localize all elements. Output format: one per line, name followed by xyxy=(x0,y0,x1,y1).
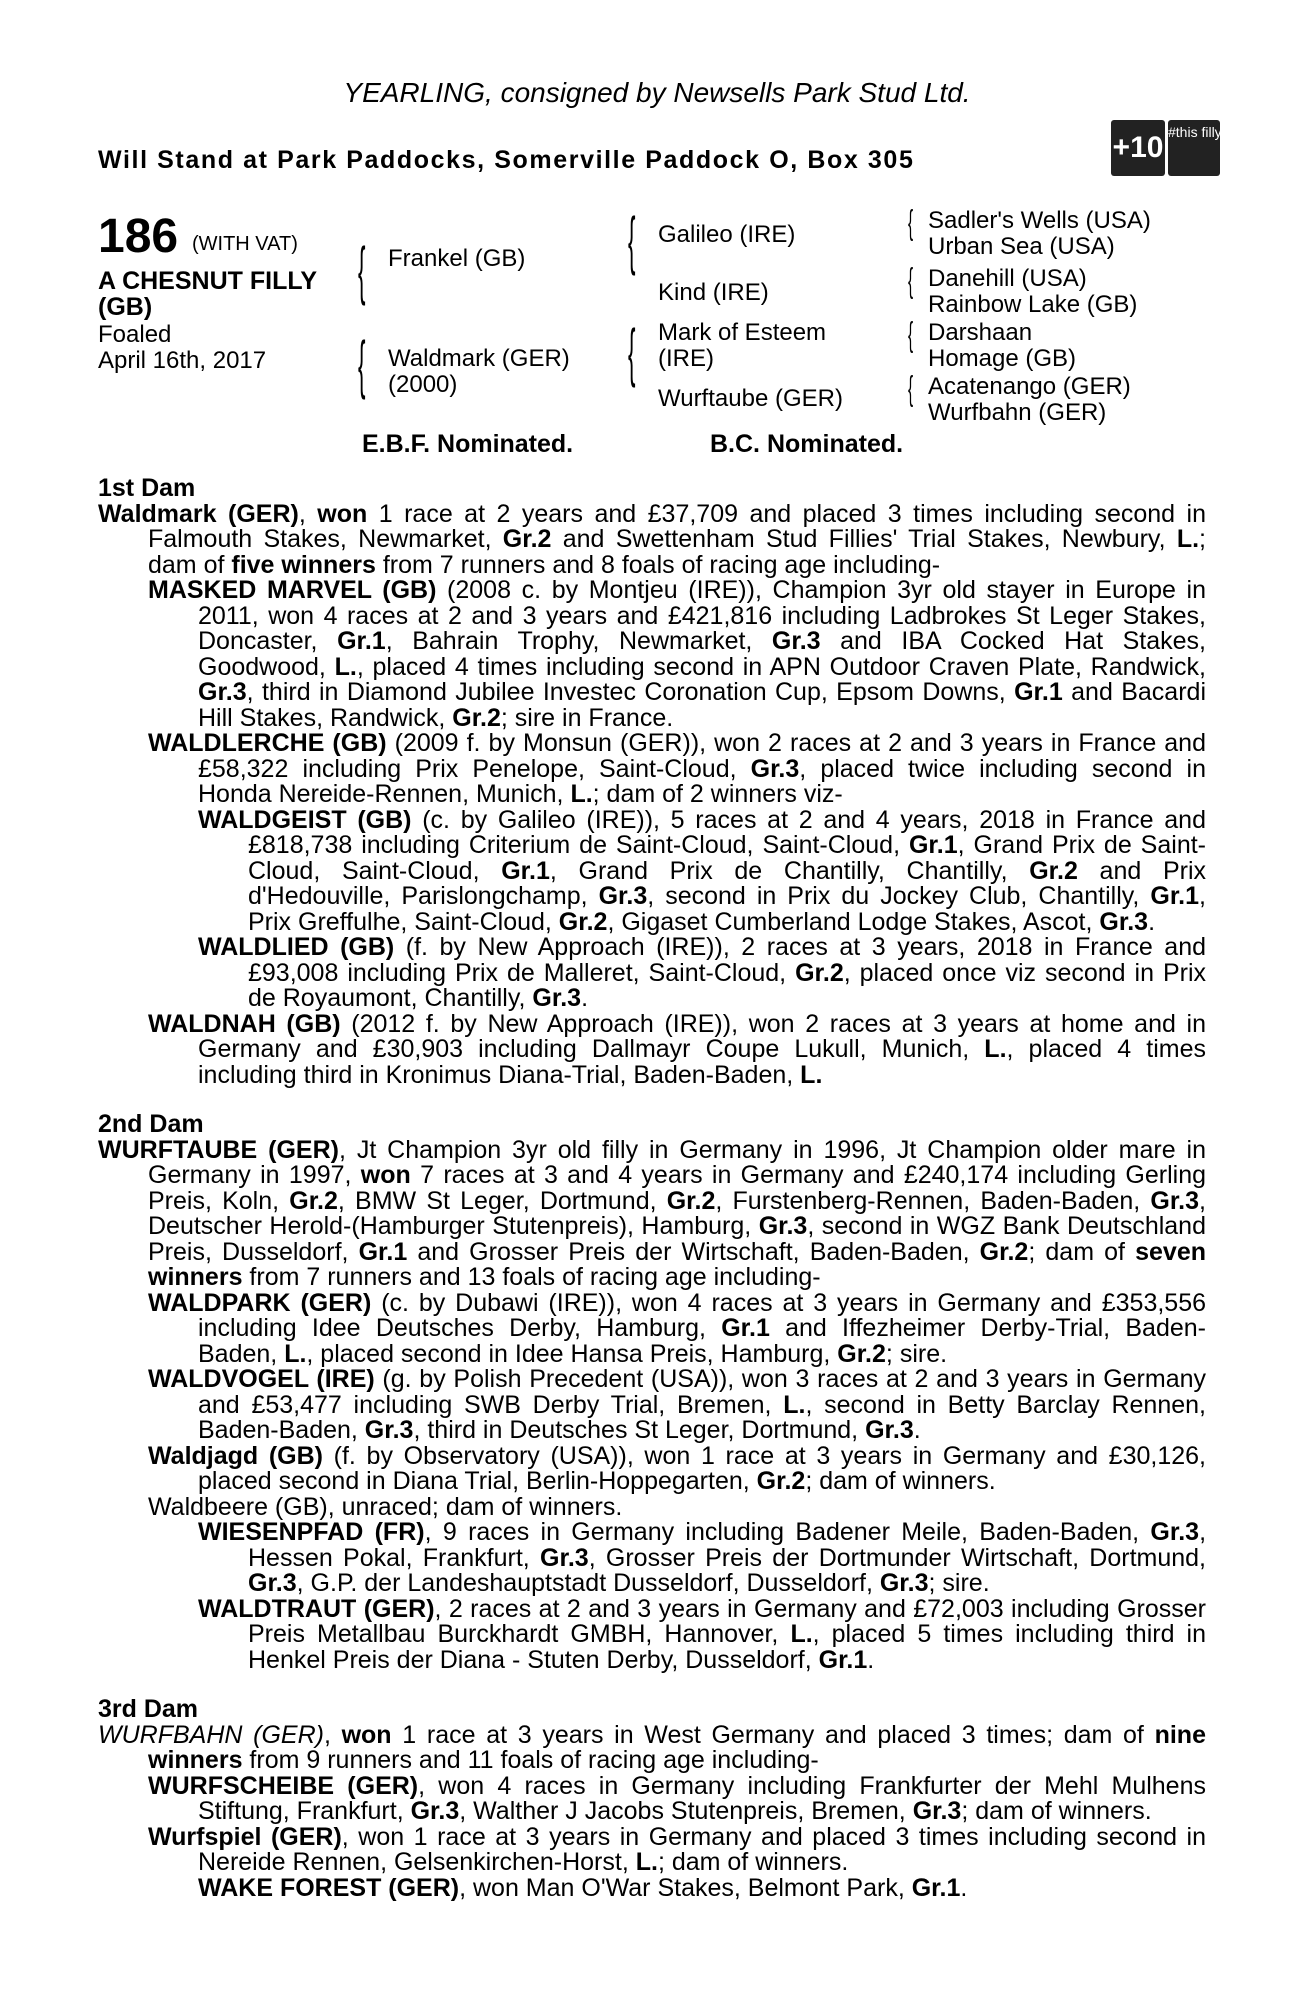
pedigree-g8: Wurfbahn (GER) xyxy=(928,399,1107,426)
produce-record: WAKE FOREST (GER), won Man O'War Stakes, Belmont Park, Gr.1. xyxy=(198,1873,968,1902)
pedigree-dam-sire: Mark of Esteem (IRE) xyxy=(658,319,827,372)
pedigree-sire-sire: Galileo (IRE) xyxy=(658,221,796,248)
pedigree-g4: Rainbow Lake (GB) xyxy=(928,291,1138,318)
g12-brace: { xyxy=(908,204,914,242)
pedigree-g3: Danehill (USA) xyxy=(928,265,1087,292)
horse-description: A CHESNUT FILLY (GB) xyxy=(98,267,317,321)
sire-brace: { xyxy=(358,234,366,306)
catalogue-body xyxy=(98,476,1206,1901)
produce-record: WALDLERCHE (GB) (2009 f. by Monsun (GER)), won 2 races at 2 and 3 years in France and £58,322 including Prix Penelope, Saint-Cloud, Gr.3, placed twice including second in Honda Nereide-Rennen, Munich, L.; dam of 2 winners viz- xyxy=(148,729,1206,808)
g56-brace: { xyxy=(908,316,914,354)
produce-record: WIESENPFAD (FR), 9 races in Germany including Badener Meile, Baden-Baden, Gr.3, Hessen Pokal, Frankfurt, Gr.3, Grosser Preis der Dortmunder Wirtschaft, Dortmund, Gr.3, G.P. der Landeshauptstadt Dusseldorf, Dusseldorf, Gr.3; sire. xyxy=(198,1518,1207,1597)
pedigree-g2: Urban Sea (USA) xyxy=(928,233,1115,260)
produce-record: WURFSCHEIBE (GER), won 4 races in Germany including Frankfurter der Mehl Mulhens Stiftung, Frankfurt, Gr.3, Walther J Jacobs Stutenpreis, Bremen, Gr.3; dam of winners. xyxy=(148,1771,1206,1825)
second-dam-entry: WURFTAUBE (GER), Jt Champion 3yr old filly in Germany in 1996, Jt Champion older mare in Germany in 1997, won 7 races at 3 and 4 years in Germany and £240,174 including Gerling Preis, Koln, Gr.2, BMW St Leger, Dortmund, Gr.2, Furstenberg-Rennen, Baden-Baden, Gr.3, Deutscher Herold-(Hamburger Stutenpreis), Hamburg, Gr.3, second in WGZ Bank Deutschland Preis, Dusseldorf, Gr.1 and Grosser Preis der Wirtschaft, Baden-Baden, Gr.2; dam of seven winners from 7 runners and 13 foals of racing age including- xyxy=(98,1135,1207,1291)
foaled-info xyxy=(98,322,318,374)
third-dam-entry: WURFBAHN (GER), won 1 race at 3 years in West Germany and placed 3 times; dam of nine winners from 9 runners and 11 foals of racing age including- xyxy=(98,1720,1206,1774)
this-filly-can-label: #this filly can xyxy=(1168,120,1220,176)
first-dam-title: 1st Dam xyxy=(98,474,196,502)
third-dam-title: 3rd Dam xyxy=(98,1695,199,1723)
dam-brace: { xyxy=(358,328,366,400)
pedigree-g6: Homage (GB) xyxy=(928,345,1077,372)
second-dam-title: 2nd Dam xyxy=(98,1110,204,1138)
pedigree-g1: Sadler's Wells (USA) xyxy=(928,207,1151,234)
produce-record: WALDGEIST (GB) (c. by Galileo (IRE)), 5 races at 2 and 4 years, 2018 in France and £818,738 including Criterium de Saint-Cloud, Saint-Cloud, Gr.1, Grand Prix de Saint-Cloud, Saint-Cloud, Gr.1, Grand Prix de Chantilly, Chantilly, Gr.2 and Prix d'Hedouville, Parislongchamp, Gr.3, second in Prix du Jockey Club, Chantilly, Gr.1, Prix Greffulhe, Saint-Cloud, Gr.2, Gigaset Cumberland Lodge Stakes, Ascot, Gr.3. xyxy=(198,805,1206,936)
foaled-date: April 16th, 2017 xyxy=(98,347,267,374)
produce-record: Waldbeere (GB), unraced; dam of winners. xyxy=(148,1492,623,1521)
produce-record: WALDPARK (GER) (c. by Dubawi (IRE)), won 4 races at 3 years in Germany and £353,556 including Idee Deutsches Derby, Hamburg, Gr.1 and Iffezheimer Derby-Trial, Baden-Baden, L., placed second in Idee Hansa Preis, Hamburg, Gr.2; sire. xyxy=(148,1288,1207,1368)
sire-sire-brace: { xyxy=(628,204,636,276)
produce-record: Wurfspiel (GER), won 1 race at 3 years in Germany and placed 3 times including second in Nereide Rennen, Gelsenkirchen-Horst, L.; dam of winners. xyxy=(148,1822,1206,1876)
vat-label: (WITH VAT) xyxy=(192,233,298,255)
pedigree-dam-dam: Wurftaube (GER) xyxy=(658,385,843,412)
ebf-nominated: E.B.F. Nominated. xyxy=(362,430,574,458)
dam-sire-brace: { xyxy=(628,316,636,388)
g78-brace: { xyxy=(908,370,914,408)
g34-brace: { xyxy=(908,262,914,300)
foaled-label: Foaled xyxy=(98,321,172,348)
produce-record: WALDVOGEL (IRE) (g. by Polish Precedent (USA)), won 3 races at 2 and 3 years in Germany and £53,477 including SWB Derby Trial, Bremen, L., second in Betty Barclay Rennen, Baden-Baden, Gr.3, third in Deutsches St Leger, Dortmund, Gr.3. xyxy=(148,1365,1206,1444)
produce-record: MASKED MARVEL (GB) (2008 c. by Montjeu (IRE)), Champion 3yr old stayer in Europe in 2011, won 4 races at 2 and 3 years and £421,816 including Ladbrokes St Leger Stakes, Doncaster, Gr.1, Bahrain Trophy, Newmarket, Gr.3 and IBA Cocked Hat Stakes, Goodwood, L., placed 4 times including second in APN Outdoor Craven Plate, Randwick, Gr.3, third in Diamond Jubilee Investec Coronation Cup, Epsom Downs, Gr.1 and Bacardi Hill Stakes, Randwick, Gr.2; sire in France. xyxy=(148,576,1207,732)
pedigree-g7: Acatenango (GER) xyxy=(928,373,1131,400)
bc-nominated: B.C. Nominated. xyxy=(710,430,904,458)
this-filly-can-badge xyxy=(1111,120,1249,178)
produce-record: WALDLIED (GB) (f. by New Approach (IRE)), 2 races at 3 years, 2018 in France and £93,008 including Prix de Malleret, Saint-Cloud, Gr.2, placed once viz second in Prix de Royaumont, Chantilly, Gr.3. xyxy=(198,933,1207,1012)
consignment-line: YEARLING, consigned by Newsells Park Stud Ltd. xyxy=(343,77,971,108)
ten-badge: +10 xyxy=(1111,120,1165,176)
location-line: Will Stand at Park Paddocks, Somerville Paddock O, Box 305 xyxy=(98,146,915,174)
pedigree-g5: Darshaan xyxy=(928,319,1033,346)
produce-record: WALDTRAUT (GER), 2 races at 2 and 3 years in Germany and £72,003 including Grosser Preis Metallbau Burckhardt GMBH, Hannover, L., placed 5 times including third in Henkel Preis der Diana - Stuten Derby, Dusseldorf, Gr.1. xyxy=(198,1594,1206,1674)
pedigree-sire-dam: Kind (IRE) xyxy=(658,279,769,306)
pedigree-sire: Frankel (GB) xyxy=(388,245,526,272)
first-dam-entry: Waldmark (GER), won 1 race at 2 years and £37,709 and placed 3 times including second in Falmouth Stakes, Newmarket, Gr.2 and Swettenham Stud Fillies' Trial Stakes, Newbury, L.; dam of five winners from 7 runners and 8 foals of racing age including- xyxy=(98,499,1206,579)
produce-record: Waldjagd (GB) (f. by Observatory (USA)), won 1 race at 3 years in Germany and £30,126, placed second in Diana Trial, Berlin-Hoppegarten, Gr.2; dam of winners. xyxy=(148,1441,1206,1495)
pedigree-dam: Waldmark (GER) (2000) xyxy=(388,345,570,398)
produce-record: WALDNAH (GB) (2012 f. by New Approach (IRE)), won 2 races at 3 years at home and in Germany and £30,903 including Dallmayr Coupe Lukull, Munich, L., placed 4 times including third in Kronimus Diana-Trial, Baden-Baden, L. xyxy=(148,1009,1206,1089)
lot-number: 186 xyxy=(98,210,179,263)
